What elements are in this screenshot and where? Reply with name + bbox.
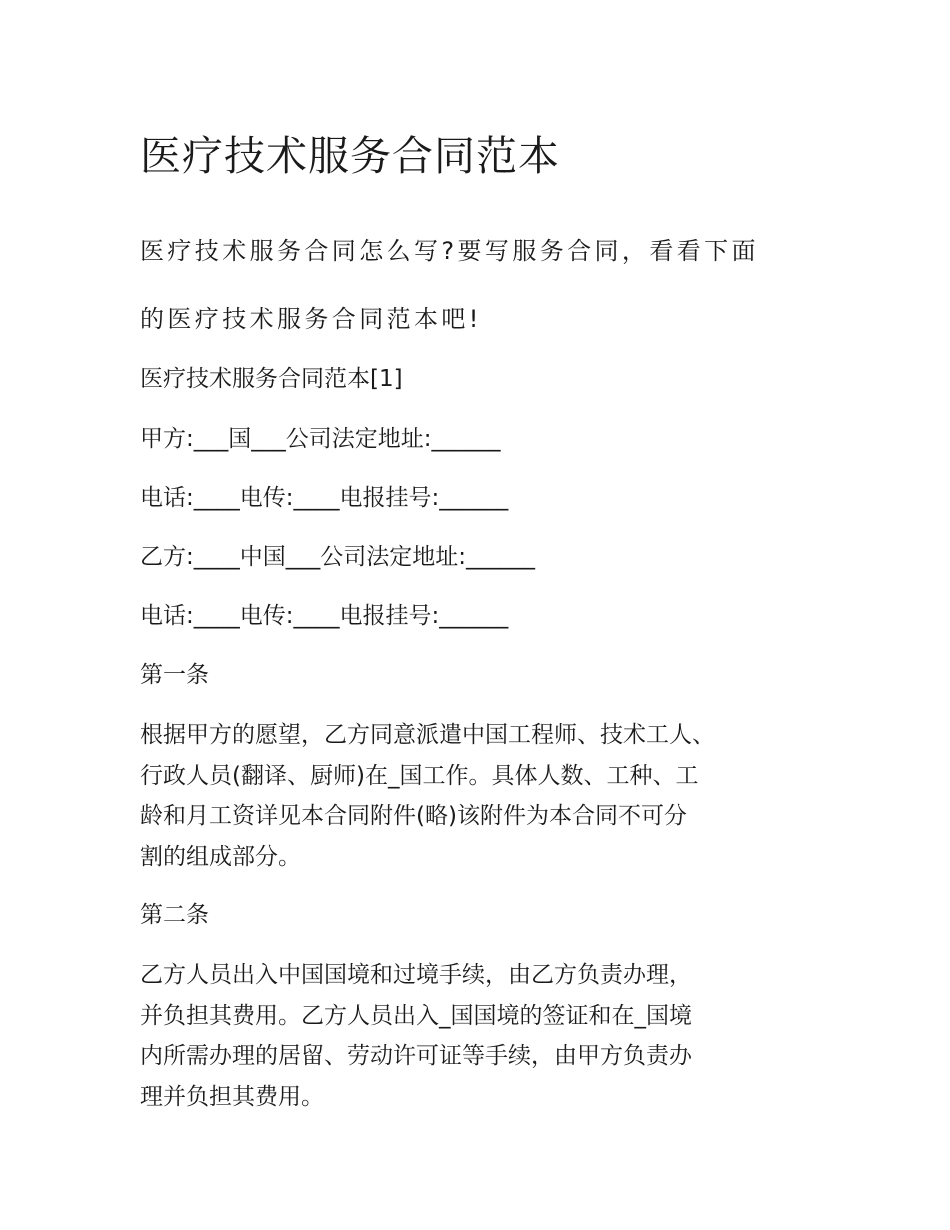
intro-line-1: 医疗技术服务合同怎么写?要写服务合同，看看下面 (140, 237, 759, 265)
party-a-line: 甲方:___国___公司法定地址:______ (140, 426, 501, 452)
party-b-line: 乙方:____中国___公司法定地址:______ (140, 544, 535, 570)
article-2-line: 并负担其费用。乙方人员出入_国国境的签证和在_国境 (140, 1002, 692, 1029)
article-2-line: 内所需办理的居留、劳动许可证等手续，由甲方负责办 (140, 1043, 692, 1069)
article-2-line: 理并负担其费用。 (140, 1083, 324, 1110)
article-1-line: 行政人员(翻译、厨师)在_国工作。具体人数、工种、工 (140, 762, 699, 789)
article-2-line: 乙方人员出入中国国境和过境手续，由乙方负责办理， (140, 962, 692, 988)
article-2-body (140, 955, 810, 1117)
article-1-line: 割的组成部分。 (140, 843, 301, 870)
article-2-heading: 第二条 (140, 902, 209, 928)
article-1-line: 龄和月工资详见本合同附件(略)该附件为本合同不可分 (140, 803, 687, 829)
document-title: 医疗技术服务合同范本 (140, 132, 560, 180)
article-1-body (140, 715, 810, 877)
article-1-line: 根据甲方的愿望，乙方同意派遣中国工程师、技术工人、 (140, 722, 715, 748)
section-heading: 医疗技术服务合同范本[1] (140, 366, 403, 392)
party-a-contact-line: 电话:____电传:____电报挂号:______ (140, 485, 509, 511)
party-b-contact-line: 电话:____电传:____电报挂号:______ (140, 603, 509, 629)
article-1-heading: 第一条 (140, 662, 209, 688)
intro-line-2: 的医疗技术服务合同范本吧! (140, 305, 482, 333)
